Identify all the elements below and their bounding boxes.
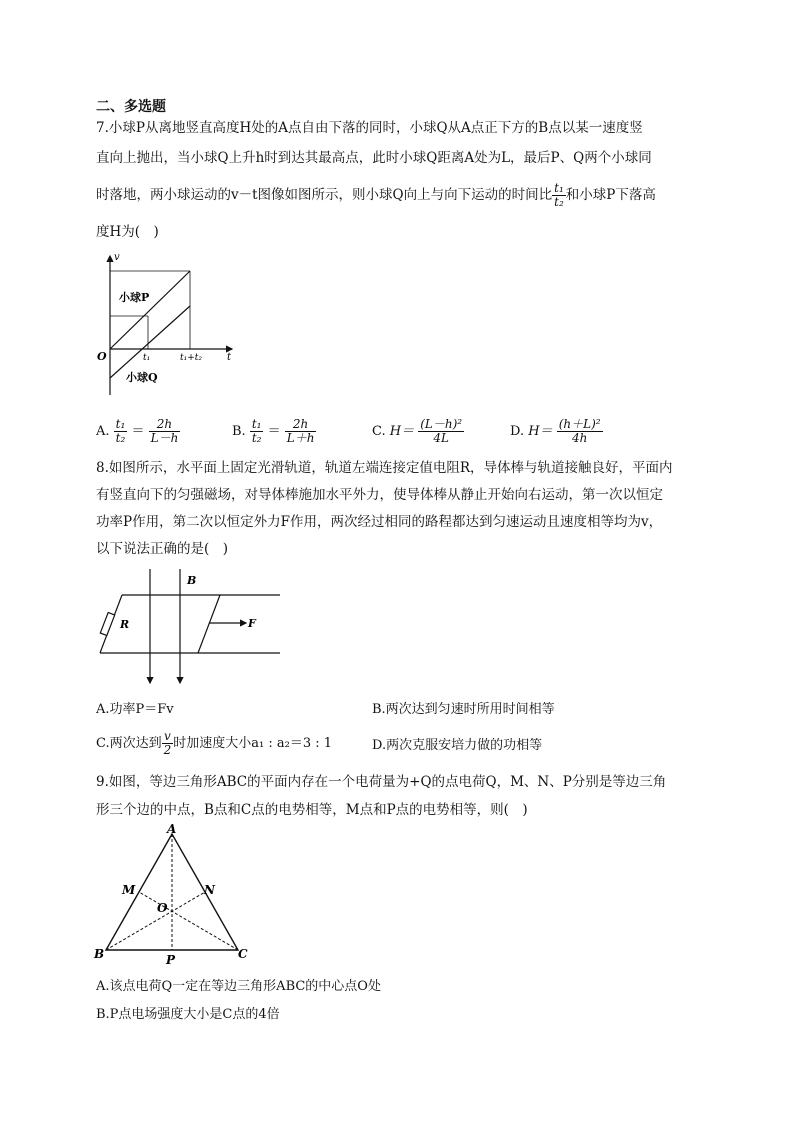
median-bn (106, 892, 205, 950)
median-cm (139, 892, 238, 950)
q7-time-ratio: $\frac{\text{t₁}}{\text{t₂}}$ (554, 181, 564, 209)
q8-line-1: 8.如图所示，水平面上固定光滑轨道，轨道左端连接定值电阻R，导体棒与轨道接触良好，平面内 (96, 460, 673, 476)
label-n: N (204, 883, 215, 897)
label-m: M (122, 883, 136, 897)
resistor-r (100, 612, 114, 635)
line-ball-q (110, 306, 190, 378)
q9-triangle-figure (92, 822, 252, 967)
q7-line-3b: 和小球P下落高 (565, 187, 656, 203)
q7-option-c[interactable]: C. H＝ $\frac{\text{(L－h)²}}{4L}$ (372, 417, 463, 445)
q8-option-d[interactable]: D.两次克服安培力做的功相等 (372, 738, 543, 753)
q8-option-c[interactable]: C.两次达到 $\frac{v}{2}$ 时加速度大小a₁ : a₂＝3 : 1 (96, 729, 333, 757)
q8-option-a[interactable]: A.功率P＝Fv (96, 702, 174, 717)
q7-line-2: 直向上抛出，当小球Q上升h时到达其最高点，此时小球Q距离A处为L，最后P、Q两个小球同 (96, 150, 652, 166)
q7-option-d[interactable]: D. H＝ $\frac{\text{(h＋L)²}}{4h}$ (510, 417, 601, 445)
q7-line-3 (96, 182, 706, 209)
q9-line-2: 形三个边的中点，B点和C点的电势相等，M点和P点的电势相等，则( ) (96, 802, 528, 818)
q8-option-b[interactable]: B.两次达到匀速时所用时间相等 (372, 702, 555, 717)
label-t1: t₁ (143, 353, 151, 363)
label-b: B (187, 574, 197, 587)
label-t: t (227, 352, 232, 363)
label-t1t2: t₁+t₂ (180, 353, 202, 363)
label-o: O (157, 901, 168, 915)
q8-rail-figure (96, 565, 286, 690)
label-c: C (238, 947, 248, 961)
q9-option-b[interactable]: B.P点电场强度大小是C点的4倍 (96, 1007, 280, 1022)
label-p: P (166, 953, 176, 967)
label-r: R (120, 618, 130, 631)
q7-vt-graph (92, 250, 242, 395)
section-title: 二、多选题 (96, 99, 166, 115)
label-a: A (167, 822, 177, 836)
q9-line-1: 9.如图，等边三角形ABC的平面内存在一个电荷量为+Q的点电荷Q，M、N、P分别是等边三角 (96, 774, 667, 790)
q7-line-4: 度H为( ) (96, 224, 159, 240)
q9-option-a[interactable]: A.该点电荷Q一定在等边三角形ABC的中心点O处 (96, 979, 381, 994)
label-ball-q: 小球Q (126, 371, 158, 384)
q7-line-1: 7.小球P从离地竖直高度H处的A点自由下落的同时，小球Q从A点正下方的B点以某一速度竖 (96, 120, 643, 136)
q7-line-3a: 时落地，两小球运动的v－t图像如图所示，则小球Q向上与向下运动的时间比 (96, 187, 553, 203)
q7-option-a[interactable]: A. $\frac{\text{t₁}}{\text{t₂}}$ ＝ $\frac{2h}{L-h}$ (96, 417, 179, 445)
label-b: B (94, 947, 105, 961)
q8-line-3: 功率P作用，第二次以恒定外力F作用，两次经过相同的路程都达到匀速运动且速度相等均为v， (96, 514, 663, 530)
q8-line-4: 以下说法正确的是( ) (96, 541, 229, 557)
label-f: F (248, 617, 256, 630)
conductor-rod (198, 595, 220, 653)
label-ball-p: 小球P (119, 291, 150, 304)
line-ball-p (110, 271, 190, 349)
q8-line-2: 有竖直向下的匀强磁场，对导体棒施加水平外力，使导体棒从静止开始向右运动，第一次以恒定 (96, 487, 663, 503)
label-v: v (114, 252, 120, 263)
q7-option-b[interactable]: B. $\frac{\text{t₁}}{\text{t₂}}$ ＝ $\frac{2h}{L+h}$ (232, 417, 315, 445)
label-origin: O (97, 350, 107, 363)
